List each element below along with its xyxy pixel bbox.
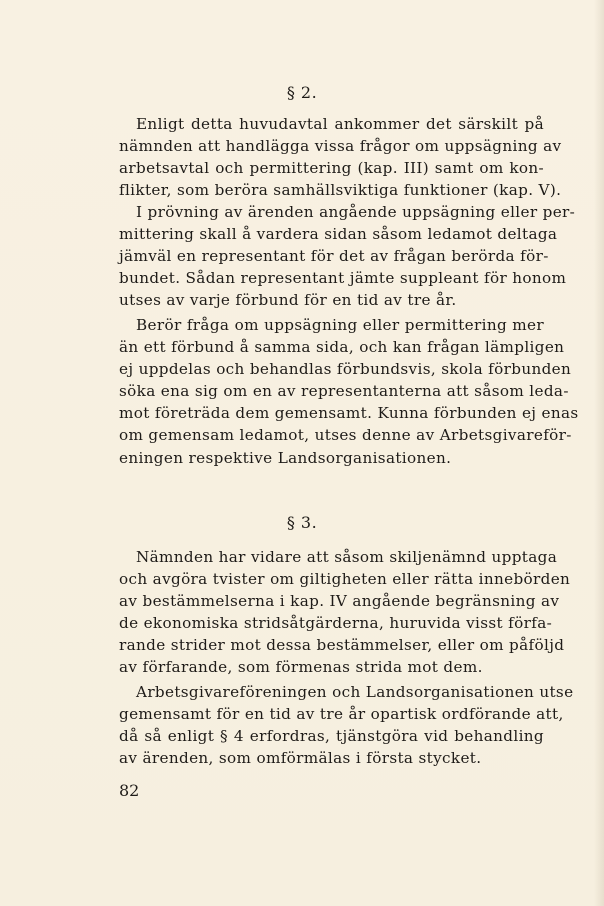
text-line: eningen respektive Landsorganisationen. xyxy=(119,448,452,467)
text-line: av ärenden, som omförmälas i första stycket. xyxy=(119,749,482,768)
text-line: då så enligt § 4 erfordras, tjänstgöra vid behandling xyxy=(119,727,544,746)
section-2-heading: § 2. xyxy=(286,83,318,102)
text-line: gemensamt för en tid av tre år opartisk ordförande att, xyxy=(119,705,564,724)
text-line: än ett förbund å samma sida, och kan frågan lämpligen xyxy=(119,338,565,357)
text-line: av bestämmelserna i kap. IV angående begränsning av xyxy=(119,592,560,611)
paragraph-section-2-intro xyxy=(119,113,562,201)
paragraph-arbitration xyxy=(119,546,571,679)
page-number: 82 xyxy=(119,781,140,800)
text-line: nämnden att handlägga vissa frågor om uppsägning av xyxy=(119,137,562,156)
paragraph-chairman xyxy=(119,681,574,769)
text-line: Berör fråga om uppsägning eller permittering mer xyxy=(136,316,544,334)
text-line: och avgöra tvister om giltigheten eller rätta innebörden xyxy=(119,570,571,589)
text-line: bundet. Sådan representant jämte suppleant för honom xyxy=(119,269,567,288)
text-line: ej uppdelas och behandlas förbundsvis, skola förbunden xyxy=(119,360,572,379)
paragraph-representation xyxy=(119,201,576,311)
text-line: Arbetsgivareföreningen och Landsorganisationen utse xyxy=(136,683,574,701)
text-line: utses av varje förbund för en tid av tre år. xyxy=(119,291,457,310)
text-line: Enligt detta huvudavtal ankommer det särskilt på xyxy=(136,115,544,133)
paragraph-multiple-unions xyxy=(119,314,579,469)
page-edge-shadow xyxy=(594,0,604,906)
text-line: söka ena sig om en av representanterna att såsom leda- xyxy=(119,382,569,401)
text-line: om gemensam ledamot, utses denne av Arbetsgivareför- xyxy=(119,426,572,445)
text-line: Nämnden har vidare att såsom skiljenämnd upptaga xyxy=(136,548,558,566)
text-line: I prövning av ärenden angående uppsägning eller per- xyxy=(136,203,576,221)
text-line: jämväl en representant för det av frågan berörda för- xyxy=(119,247,549,266)
text-line: rande strider mot dessa bestämmelser, eller om påföljd xyxy=(119,636,565,655)
text-line: flikter, som beröra samhällsviktiga funktioner (kap. V). xyxy=(119,181,562,200)
text-line: av förfarande, som förmenas strida mot dem. xyxy=(119,658,483,677)
text-line: mittering skall å vardera sidan såsom ledamot deltaga xyxy=(119,225,558,244)
text-line: mot företräda dem gemensamt. Kunna förbunden ej enas xyxy=(119,404,579,423)
section-3-heading: § 3. xyxy=(286,513,318,532)
text-line: de ekonomiska stridsåtgärderna, huruvida visst förfa- xyxy=(119,614,553,633)
text-line: arbetsavtal och permittering (kap. III) samt om kon- xyxy=(119,159,544,178)
